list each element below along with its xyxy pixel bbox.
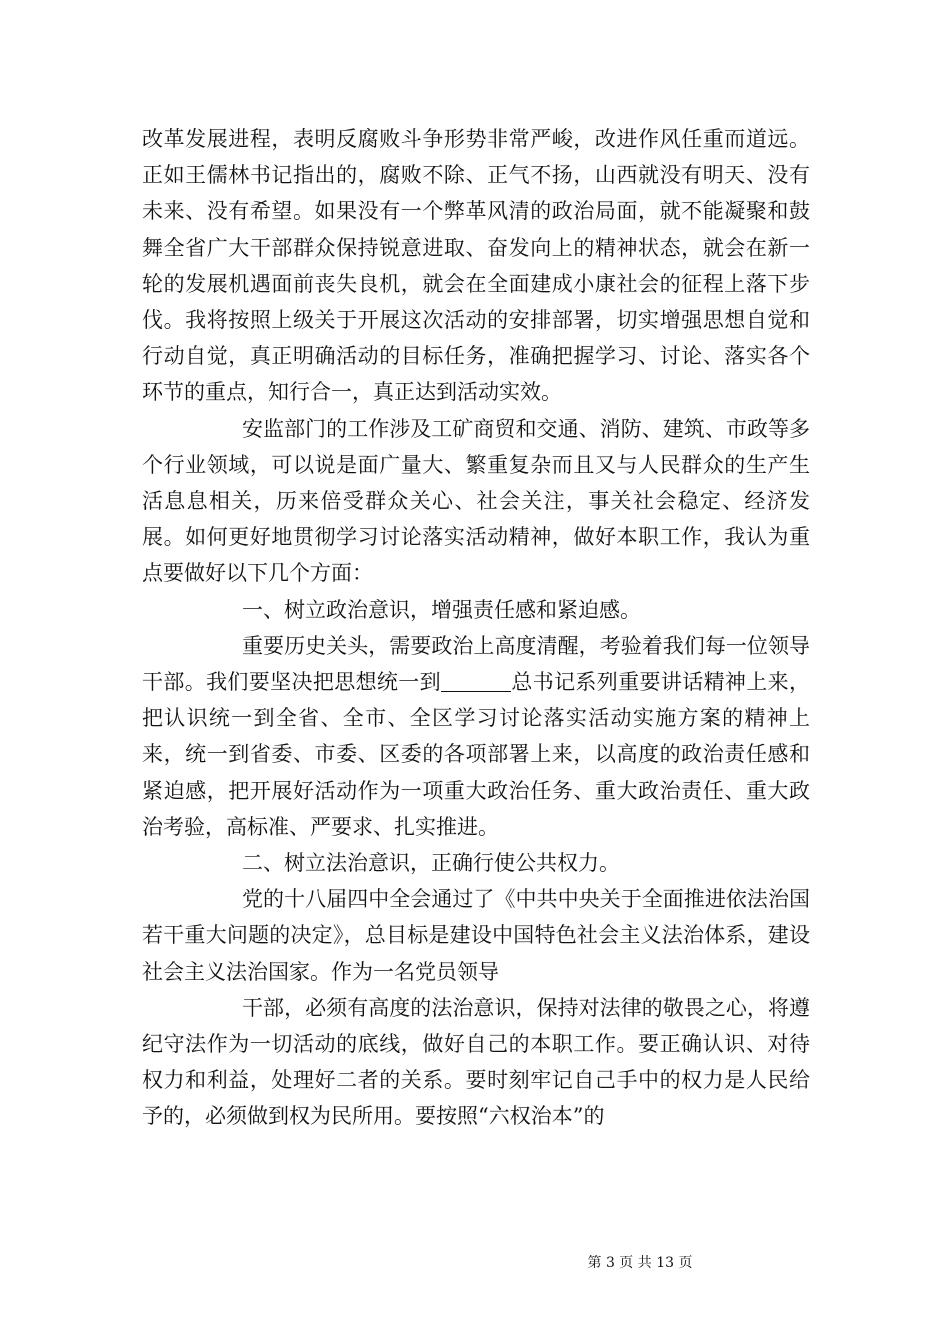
section-heading-1: 一、树立政治意识，增强责任感和紧迫感。: [242, 597, 641, 622]
section-heading-2: 二、树立法治意识，正确行使公共权力。: [242, 851, 620, 876]
document-body: [142, 121, 810, 1135]
paragraph-1: 改革发展进程，表明反腐败斗争形势非常严峻，改进作风任重而道远。正如王儒林书记指出的，腐败不除、正气不扬，山西就没有明天、没有未来、没有希望。如果没有一个弊革风清的政治局面，就不能凝聚和鼓舞全省广大干部群众保持锐意进取、奋发向上的精神状态，就会在新一轮的发展机遇面前丧失良机，就会在全面建成小康社会的征程上落下步伐。我将按照上级关于开展这次活动的安排部署，切实增强思想自觉和行动自觉，真正明确活动的目标任务，准确把握学习、讨论、落实各个环节的重点，知行合一，真正达到活动实效。: [142, 127, 810, 405]
paragraph-4: 党的十八届四中全会通过了《中共中央关于全面推进依法治国若干重大问题的决定》，总目标是建设中国特色社会主义法治体系，建设社会主义法治国家。作为一名党员领导: [142, 887, 810, 984]
paragraph-3-part-a: 重要历史关头，需要政治上高度清醒，考验着我们每一位领导干部。我们要坚决把思想统一到: [142, 633, 810, 695]
paragraph-2: 安监部门的工作涉及工矿商贸和交通、消防、建筑、市政等多个行业领域，可以说是面广量大、繁重复杂而且又与人民群众的生产生活息息相关，历来倍受群众关心、社会关注，事关社会稳定、经济发展。如何更好地贯彻学习讨论落实活动精神，做好本职工作，我认为重点要做好以下几个方面：: [142, 416, 810, 586]
paragraph-3: [142, 628, 810, 845]
blank-underline: [441, 670, 511, 692]
page-number-footer: 第 3 页 共 13 页: [587, 1255, 693, 1271]
paragraph-3-part-b: 总书记系列重要讲话精神上来，把认识统一到全省、全市、全区学习讨论落实活动实施方案的精神上来，统一到省委、市委、区委的各项部署上来，以高度的政治责任感和紧迫感，把开展好活动作为一项重大政治任务、重大政治责任、重大政治考验，高标准、严要求、扎实推进。: [142, 670, 810, 839]
paragraph-5: 干部，必须有高度的法治意识，保持对法律的敬畏之心，将遵纪守法作为一切活动的底线，做好自己的本职工作。要正确认识、对待权力和利益，处理好二者的关系。要时刻牢记自己手中的权力是人民给予的，必须做到权为民所用。要按照“六权治本”的: [142, 995, 810, 1129]
